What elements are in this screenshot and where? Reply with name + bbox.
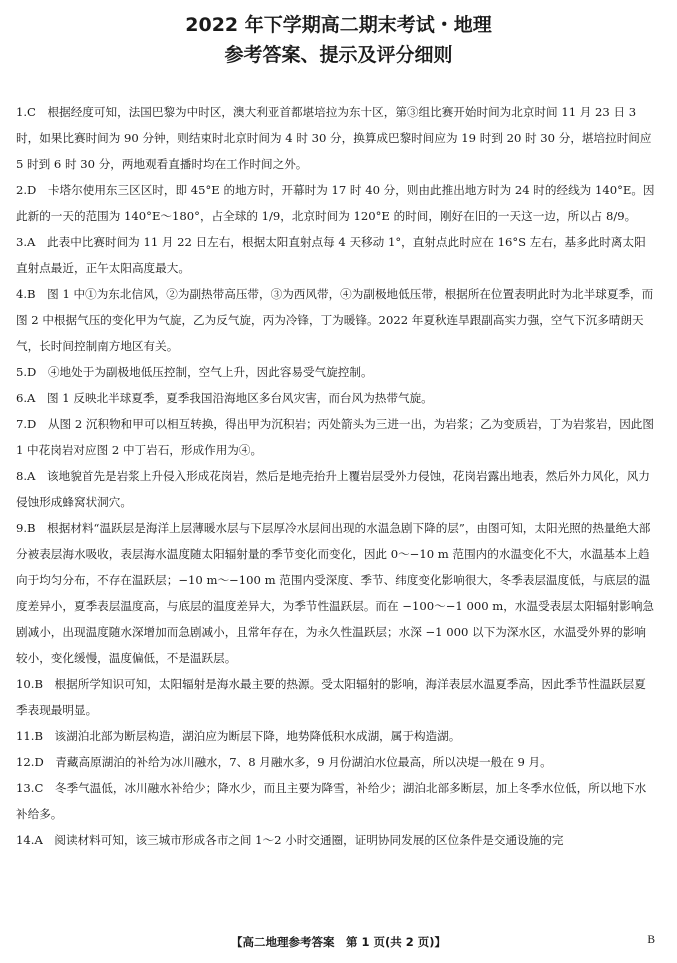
answer-item-6: 6.A 图 1 反映北半球夏季，夏季我国沿海地区多台风灾害，而台风为热带气旋。 [16, 391, 433, 405]
answer-item-11: 11.B 该湖泊北部为断层构造，湖泊应为断层下降，地势降低积水成湖，属于构造湖。 [16, 729, 461, 743]
answer-item-3: 3.A 此表中比赛时间为 11 月 22 日左右，根据太阳直射点每 4 天移动 1°，直射点此时应在 16°S 左右，基多此时离太阳直射点最近，正午太阳高度最大。 [16, 235, 646, 275]
page-footer: 【高二地理参考答案 第 1 页(共 2 页)】 [230, 935, 447, 949]
answer-item-10: 10.B 根据所学知识可知，太阳辐射是海水最主要的热源。受太阳辐射的影响，海洋表层水温夏季高，因此季节性温跃层夏季表现最明显。 [16, 677, 646, 717]
answer-item-9: 9.B 根据材料“温跃层是海洋上层薄暖水层与下层厚冷水层间出现的水温急剧下降的层”，由图可知，太阳光照的热量绝大部分被表层海水吸收，表层海水温度随太阳辐射量的季节变化而变化，因此 0～−10 m 范围内的水温变化不大，水温基本上趋向于均匀分布，不存在温跃层；−10 m～−100 m 范围内受深度、季节、纬度变化影响很大，冬季表层温度低，与底层的温度差异小，夏季表层温度高，与底层的温度差异大，为季节性温跃层。而在 −100～−1 000 m，水温受表层太阳辐射影响急剧减小，出现温度随水深增加而急剧减小，且常年存在，为永久性温跃层；水深 −1 000 以下为深水区，水温受外界的影响较小，变化缓慢，温度偏低，不是温跃层。 [16, 521, 655, 665]
answer-item-2: 2.D 卡塔尔使用东三区区时，即 45°E 的地方时，开幕时为 17 时 40 分，则由此推出地方时为 24 时的经线为 140°E。因此新的一天的范围为 140°E～180°，占全球的 1/9，北京时间为 120°E 的时间，刚好在旧的一天这一边，所以占 8/9。 [16, 183, 655, 223]
answer-list [16, 99, 656, 853]
answer-item-13: 13.C 冬季气温低，冰川融水补给少；降水少，而且主要为降雪，补给少；湖泊北部多断层，加上冬季水位低，所以地下水补给多。 [16, 781, 647, 821]
paper-version-mark: B [647, 934, 655, 946]
page-title: 2022 年下学期高二期末考试・地理 [185, 14, 492, 36]
answer-item-5: 5.D ④地处于为副极地低压控制，空气上升，因此容易受气旋控制。 [16, 365, 373, 379]
answer-item-4: 4.B 图 1 中①为东北信风，②为副热带高压带，③为西风带，④为副极地低压带，根据所在位置表明此时为北半球夏季，而图 2 中根据气压的变化甲为气旋，乙为反气旋，丙为冷锋，丁为暖锋。2022 年夏秋连旱跟副高实力强，空气下沉多晴朗天气，长时间控制南方地区有关。 [16, 287, 654, 353]
answer-item-7: 7.D 从图 2 沉积物和甲可以相互转换，得出甲为沉积岩；丙处箭头为三进一出，为岩浆；乙为变质岩，丁为岩浆岩，因此图 1 中花岗岩对应图 2 中丁岩石，形成作用为④。 [16, 417, 654, 457]
page-subtitle: 参考答案、提示及评分细则 [224, 44, 453, 66]
answer-item-8: 8.A 该地貌首先是岩浆上升侵入形成花岗岩，然后是地壳抬升上覆岩层受外力侵蚀，花岗岩露出地表，然后外力风化，风力侵蚀形成蜂窝状洞穴。 [16, 469, 650, 509]
answer-item-12: 12.D 青藏高原湖泊的补给为冰川融水，7、8 月融水多，9 月份湖泊水位最高，所以决堤一般在 9 月。 [16, 755, 552, 769]
answer-item-1: 1.C 根据经度可知，法国巴黎为中时区，澳大利亚首都堪培拉为东十区，第③组比赛开始时间为北京时间 11 月 23 日 3 时，如果比赛时间为 90 分钟，则结束时北京时间为 4 时 30 分，换算成巴黎时间应为 19 时到 20 时 30 分，堪培拉时间应 5 时到 6 时 30 分，两地观看直播时均在工作时间之外。 [16, 105, 652, 171]
answer-item-14: 14.A 阅读材料可知，该三城市形成各市之间 1～2 小时交通圈，证明协同发展的区位条件是交通设施的完 [16, 833, 564, 847]
